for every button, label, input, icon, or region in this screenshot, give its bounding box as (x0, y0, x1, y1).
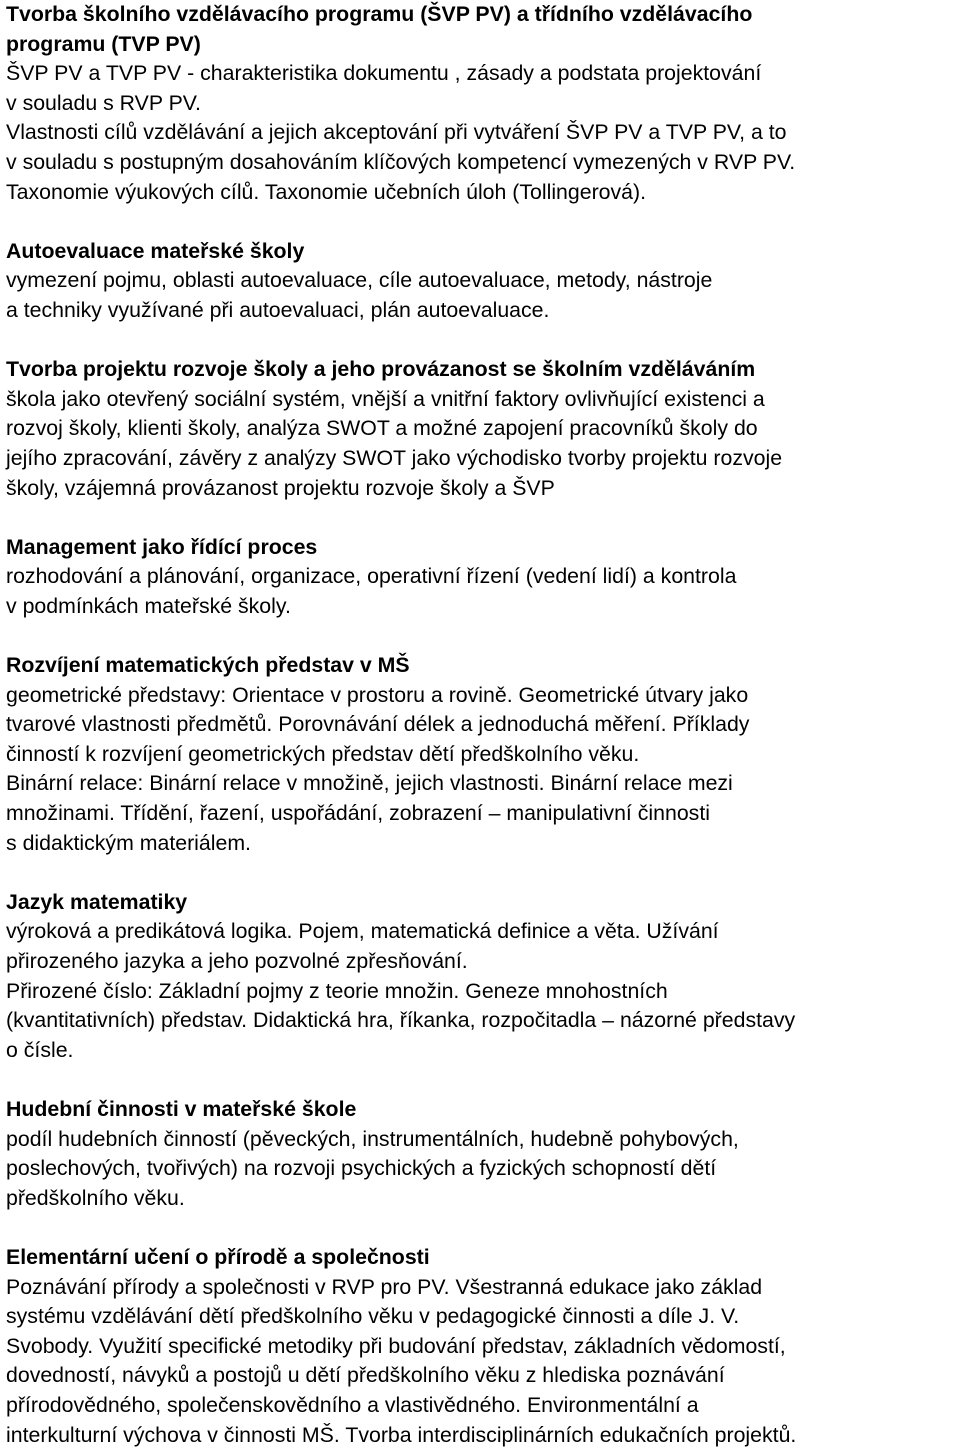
section-spacer (6, 1065, 956, 1095)
section-body-line: v souladu s postupným dosahováním klíčových kompetencí vymezených v RVP PV. (6, 148, 956, 178)
section-body-line: jejího zpracování, závěry z analýzy SWOT jako východisko tvorby projektu rozvoje (6, 444, 956, 474)
section-body-line: podíl hudebních činností (pěveckých, instrumentálních, hudebně pohybových, (6, 1125, 956, 1155)
section-body-line: geometrické představy: Orientace v prostoru a rovině. Geometrické útvary jako (6, 681, 956, 711)
section-body-line: v souladu s RVP PV. (6, 89, 956, 119)
section-body-line: školy, vzájemná provázanost projektu rozvoje školy a ŠVP (6, 474, 956, 504)
section-matematicke-predstavy (6, 651, 956, 858)
section-hudebni-cinnosti (6, 1095, 956, 1213)
section-body-line: poslechových, tvořivých) na rozvoji psychických a fyzických schopností dětí (6, 1154, 956, 1184)
section-spacer (6, 207, 956, 237)
section-body-line: Taxonomie výukových cílů. Taxonomie učebních úloh (Tollingerová). (6, 178, 956, 208)
section-body-line: rozhodování a plánování, organizace, operativní řízení (vedení lidí) a kontrola (6, 562, 956, 592)
document-page (6, 0, 956, 1450)
section-projekt-rozvoje (6, 355, 956, 503)
section-body-line: škola jako otevřený sociální systém, vnější a vnitřní faktory ovlivňující existenci a (6, 385, 956, 415)
section-spacer (6, 503, 956, 533)
section-spacer (6, 858, 956, 888)
section-body-line: dovedností, návyků a postojů u dětí předškolního věku z hlediska poznávání (6, 1361, 956, 1391)
section-body-line: výroková a predikátová logika. Pojem, matematická definice a věta. Užívání (6, 917, 956, 947)
section-body-line: Binární relace: Binární relace v množině, jejich vlastnosti. Binární relace mezi (6, 769, 956, 799)
section-management (6, 533, 956, 622)
section-body-line: vymezení pojmu, oblasti autoevaluace, cíle autoevaluace, metody, nástroje (6, 266, 956, 296)
section-spacer (6, 326, 956, 356)
section-autoevaluace (6, 237, 956, 326)
section-jazyk-matematiky (6, 888, 956, 1066)
section-body-line: Vlastnosti cílů vzdělávání a jejich akceptování při vytváření ŠVP PV a TVP PV, a to (6, 118, 956, 148)
section-title: Elementární učení o přírodě a společnosti (6, 1243, 956, 1273)
section-svp-tvp (6, 0, 956, 207)
section-title: Tvorba projektu rozvoje školy a jeho provázanost se školním vzděláváním (6, 355, 956, 385)
section-body-line: tvarové vlastnosti předmětů. Porovnávání délek a jednoduchá měření. Příklady (6, 710, 956, 740)
section-body-line: Svobody. Využití specifické metodiky při budování představ, základních vědomostí, (6, 1332, 956, 1362)
section-title-line: Tvorba školního vzdělávacího programu (ŠVP PV) a třídního vzdělávacího (6, 0, 956, 30)
section-body-line: Poznávání přírody a společnosti v RVP pro PV. Všestranná edukace jako základ (6, 1273, 956, 1303)
section-body-line: systému vzdělávání dětí předškolního věku v pedagogické činnosti a díle J. V. (6, 1302, 956, 1332)
section-body-line: s didaktickým materiálem. (6, 829, 956, 859)
section-title: Autoevaluace mateřské školy (6, 237, 956, 267)
section-body-line: množinami. Třídění, řazení, uspořádání, zobrazení – manipulativní činnosti (6, 799, 956, 829)
section-title: Jazyk matematiky (6, 888, 956, 918)
section-title: Management jako řídící proces (6, 533, 956, 563)
section-body-line: Přirozené číslo: Základní pojmy z teorie množin. Geneze mnohostních (6, 977, 956, 1007)
section-body-line: činností k rozvíjení geometrických představ dětí předškolního věku. (6, 740, 956, 770)
section-title-line: programu (TVP PV) (6, 30, 956, 60)
section-title: Hudební činnosti v mateřské škole (6, 1095, 956, 1125)
section-body-line: přirozeného jazyka a jeho pozvolné zpřesňování. (6, 947, 956, 977)
section-body-line: rozvoj školy, klienti školy, analýza SWOT a možné zapojení pracovníků školy do (6, 414, 956, 444)
section-body-line: interkulturní výchova v činnosti MŠ. Tvorba interdisciplinárních edukačních projektů. (6, 1421, 956, 1450)
section-title: Rozvíjení matematických představ v MŠ (6, 651, 956, 681)
section-body-line: ŠVP PV a TVP PV - charakteristika dokumentu , zásady a podstata projektování (6, 59, 956, 89)
section-body-line: přírodovědného, společenskovědního a vlastivědného. Environmentální a (6, 1391, 956, 1421)
section-body-line: o čísle. (6, 1036, 956, 1066)
section-body-line: (kvantitativních) představ. Didaktická hra, říkanka, rozpočitadla – názorné představy (6, 1006, 956, 1036)
section-body-line: a techniky využívané při autoevaluaci, plán autoevaluace. (6, 296, 956, 326)
section-body-line: v podmínkách mateřské školy. (6, 592, 956, 622)
section-spacer (6, 621, 956, 651)
section-body-line: předškolního věku. (6, 1184, 956, 1214)
section-elementarni-uceni (6, 1243, 956, 1450)
section-spacer (6, 1213, 956, 1243)
